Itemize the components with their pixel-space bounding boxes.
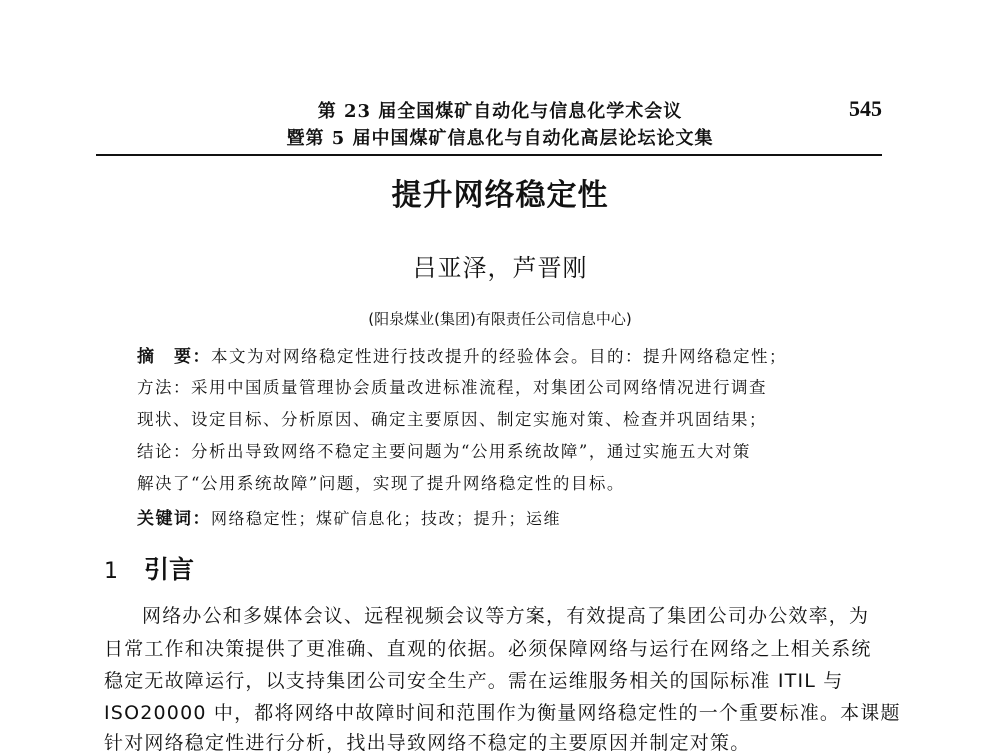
section-number: 1 bbox=[104, 559, 118, 584]
body-paragraph-line: 稳定无故障运行，以支持集团公司安全生产。需在运维服务相关的国际标准 ITIL 与 bbox=[104, 670, 844, 692]
body-paragraph-line: 网络办公和多媒体会议、远程视频会议等方案，有效提高了集团公司办公效率，为 bbox=[142, 605, 870, 627]
proceedings-title-line1: 第 23 届全国煤矿自动化与信息化学术会议 bbox=[317, 101, 683, 122]
proceedings-title-line2: 暨第 5 届中国煤矿信息化与自动化高层论坛论文集 bbox=[286, 128, 714, 149]
body-paragraph-line: ISO20000 中，都将网络中故障时间和范围作为衡量网络稳定性的一个重要标准。本课题 bbox=[104, 702, 901, 724]
page-number: 545 bbox=[849, 96, 882, 121]
header-divider bbox=[96, 154, 882, 156]
section-heading-introduction bbox=[104, 550, 194, 586]
abstract-line-2: 方法：采用中国质量管理协会质量改进标准流程，对集团公司网络情况进行调查 bbox=[137, 378, 767, 397]
paper-authors: 吕亚泽，芦晋刚 bbox=[412, 254, 588, 282]
body-paragraph-line: 针对网络稳定性进行分析，找出导致网络不稳定的主要原因并制定对策。 bbox=[104, 732, 751, 754]
keywords-line bbox=[137, 504, 561, 529]
keywords-label: 关键词： bbox=[137, 509, 211, 529]
abstract-line-4: 结论：分析出导致网络不稳定主要问题为“公用系统故障”，通过实施五大对策 bbox=[137, 442, 751, 461]
section-title: 引言 bbox=[144, 555, 195, 584]
abstract-line-3: 现状、设定目标、分析原因、确定主要原因、制定实施对策、检查并巩固结果； bbox=[137, 410, 767, 429]
abstract-text-1: 本文为对网络稳定性进行技改提升的经验体会。目的：提升网络稳定性； bbox=[211, 347, 787, 366]
body-paragraph-line: 日常工作和决策提供了更准确、直观的依据。必须保障网络与运行在网络之上相关系统 bbox=[104, 638, 872, 660]
abstract-line-5: 解决了“公用系统故障”问题，实现了提升网络稳定性的目标。 bbox=[137, 474, 625, 493]
paper-title: 提升网络稳定性 bbox=[391, 178, 609, 213]
keywords-text: 网络稳定性；煤矿信息化；技改；提升；运维 bbox=[211, 509, 562, 528]
abstract-label: 摘 要： bbox=[137, 347, 211, 367]
author-affiliation: (阳泉煤业(集团)有限责任公司信息中心) bbox=[368, 310, 632, 328]
abstract-line-1 bbox=[137, 342, 877, 367]
